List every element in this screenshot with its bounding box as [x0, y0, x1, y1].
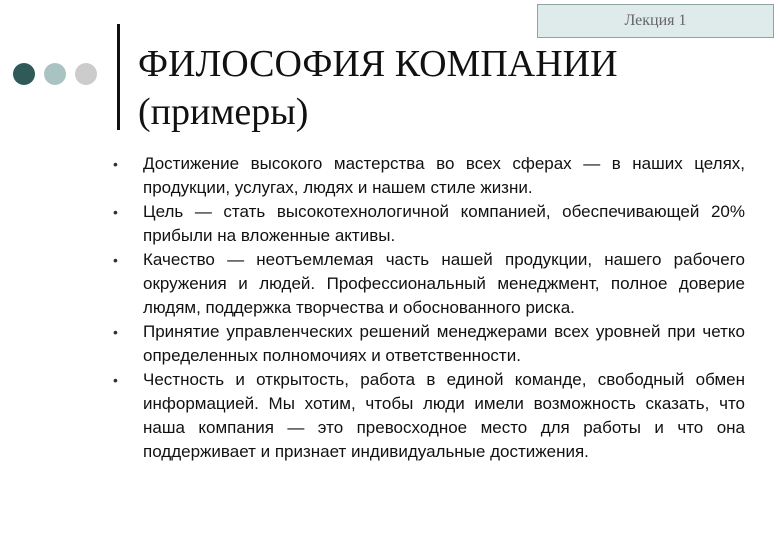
- list-item: [0, 152, 780, 200]
- bullet-icon: •: [113, 372, 118, 388]
- title-divider: [117, 24, 120, 130]
- bullet-icon: •: [113, 324, 118, 340]
- bullet-text: Принятие управленческих решений менеджерами всех уровней при четко определенных полномочиях и ответственности.: [143, 322, 745, 365]
- lecture-label: Лекция 1: [537, 4, 774, 38]
- bullet-icon: •: [113, 156, 118, 172]
- title-line-2: (примеры): [138, 91, 309, 133]
- title-line-1: ФИЛОСОФИЯ КОМПАНИИ: [138, 43, 618, 85]
- bullet-icon: •: [113, 252, 118, 268]
- list-item: [0, 248, 780, 320]
- dot-light-icon: [75, 63, 97, 85]
- list-item: [0, 320, 780, 368]
- bullet-icon: •: [113, 204, 118, 220]
- list-item: [0, 200, 780, 248]
- bullet-text: Качество — неотъемлемая часть нашей продукции, нашего рабочего окружения и людей. Профессиональный менеджмент, полное доверие людям, поддержка творчества и обоснованного риска.: [143, 250, 745, 317]
- list-item: [0, 368, 780, 464]
- dot-dark-icon: [13, 63, 35, 85]
- dot-medium-icon: [44, 63, 66, 85]
- bullet-text: Цель — стать высокотехнологичной компанией, обеспечивающей 20% прибыли на вложенные активы.: [143, 202, 745, 245]
- bullet-text: Достижение высокого мастерства во всех сферах — в наших целях, продукции, услугах, людях и нашем стиле жизни.: [143, 154, 745, 197]
- bullet-text: Честность и открытость, работа в единой команде, свободный обмен информацией. Мы хотим, чтобы люди имели возможность сказать, что наша компания — это превосходное место для работы и что она поддерживает и признает индивидуальные достижения.: [143, 370, 745, 461]
- page-title: [138, 40, 738, 136]
- bullet-list: [0, 152, 780, 464]
